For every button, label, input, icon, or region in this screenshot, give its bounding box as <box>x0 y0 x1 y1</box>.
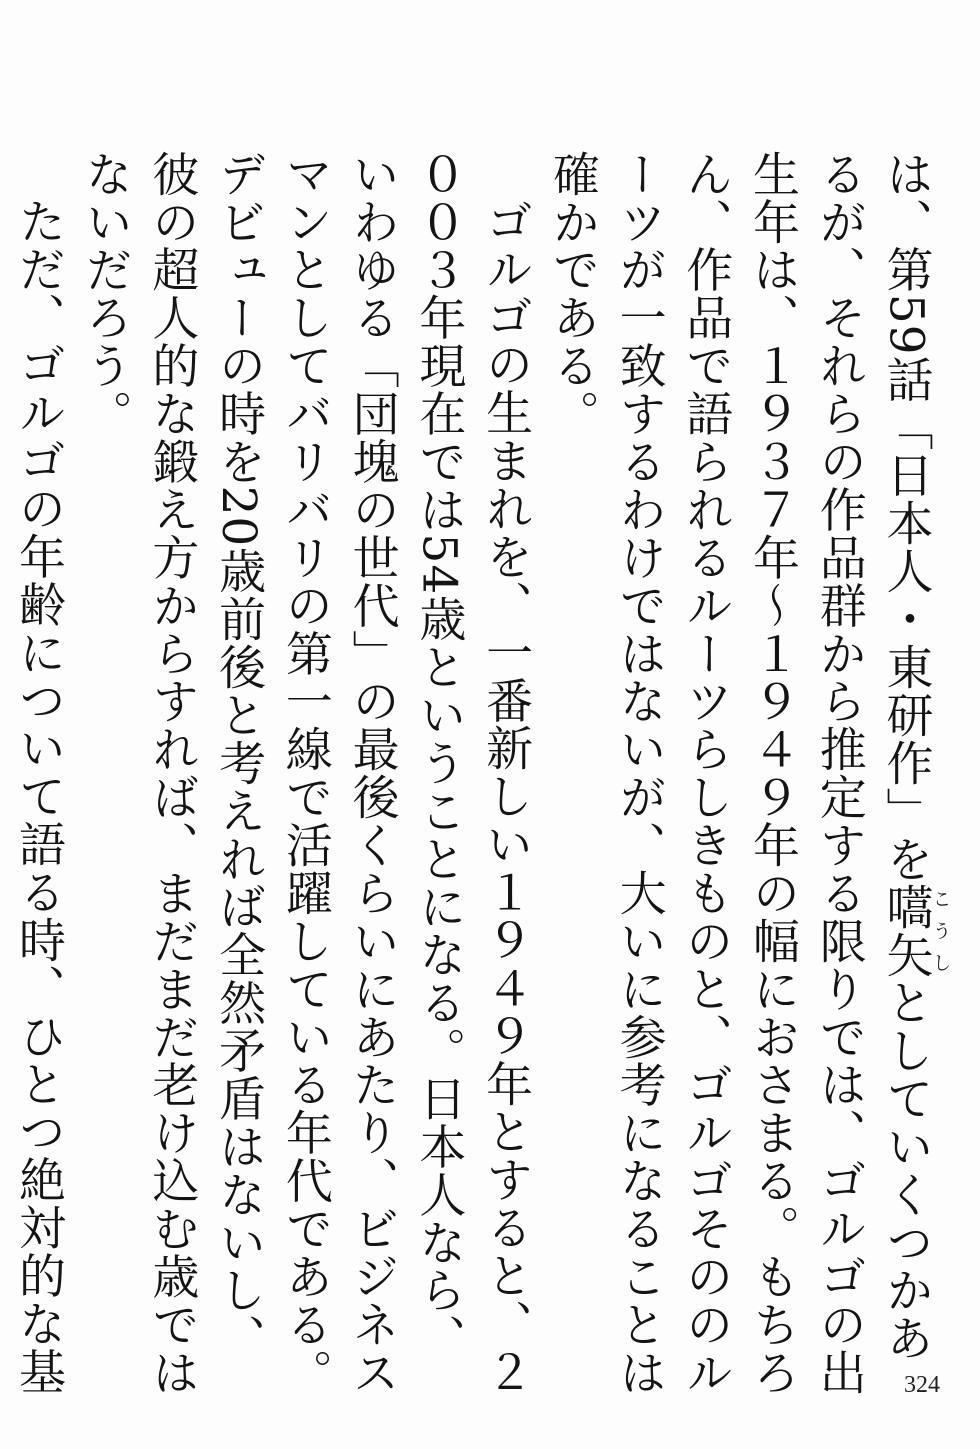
page-number: 324 <box>904 1372 940 1398</box>
ruby-annotation: 嚆矢こうし <box>878 882 950 979</box>
paragraph-1: は、第59話「日本人・東研作」を嚆矢こうしとしていくつかあるが、それらの作品群から推定する限りでは、ゴルゴの出生年は、１９３７年〜１９４９年の幅におさまる。もちろん、作品で語られるルーツらしきものと、ゴルゴそののルーツが一致するわけではないが、大いに参考になることは確かである。 <box>544 150 950 1397</box>
vertical-text-block <box>10 150 950 1400</box>
ruby-reading: こうし <box>929 882 950 979</box>
paragraph-2: ゴルゴの生まれを、一番新しい１９４９年とすると、２００３年現在では54歳ということになる。日本人なら、いわゆる「団塊の世代」の最後くらいにあたり、ビジネスマンとしてバリバリの第一線で活躍している年代である。デビューの時を20歳前後と考えれば全然矛盾はないし、彼の超人的な鍛え方からすれば、まだまだ老け込む歳ではないだろう。 <box>77 150 534 1397</box>
paragraph-3: ただ、ゴルゴの年齢について語る時、ひとつ絶対的な基 <box>10 197 66 1396</box>
